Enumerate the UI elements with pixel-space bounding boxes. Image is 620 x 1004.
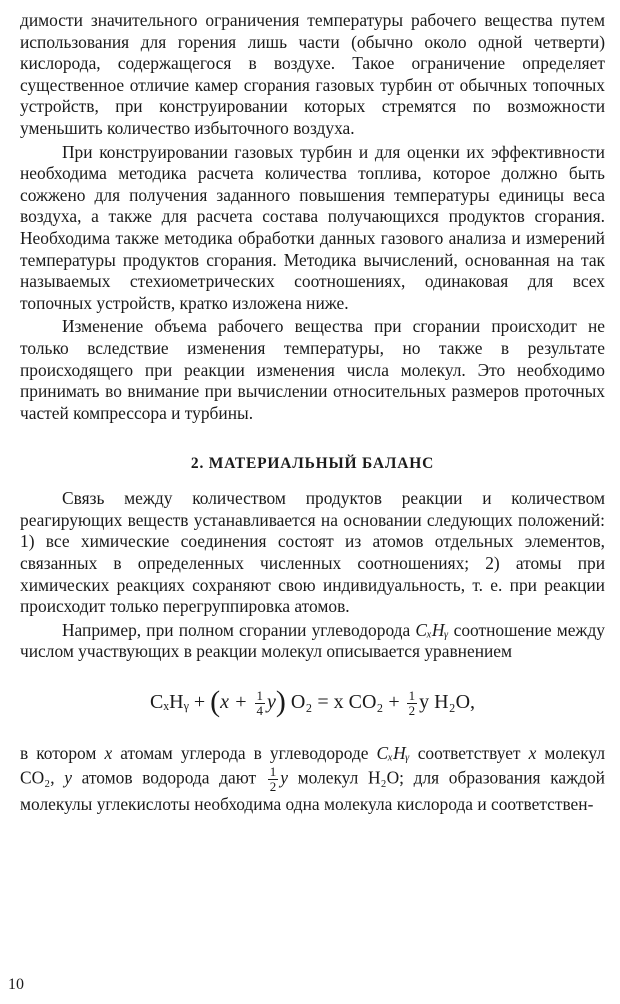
paragraph-6-b: атомам углерода в углеводороде — [120, 743, 369, 764]
formula-equals: = x CO₂ + — [312, 691, 405, 714]
symbol-y-2: y — [280, 767, 288, 788]
formula-rhs-end: y H₂O, — [419, 691, 476, 714]
symbol-x-1: x — [104, 743, 113, 764]
inline-half-num: 1 — [269, 763, 277, 779]
paragraph-4: Связь между количеством продуктов реакции и количеством реагирующих веществ устанавливается на основании следующих положений: 1) все химические соединения состоят из атомов отдельных элементов, связанных в определенных численных соотношениях; 2) атомы при химических реакциях сохраняют свою индивидуальность, т. е. при реакции происходит только перегруппировка атомов. — [20, 488, 605, 617]
fraction-quarter — [255, 689, 266, 718]
paragraph-5-start: Например, при полном сгорании углеводорода — [62, 619, 411, 640]
paragraph-6-f: молекул — [297, 767, 359, 788]
paragraph-5 — [20, 620, 605, 663]
hydrocarbon-symbol-2: CₓHᵧ — [376, 743, 410, 764]
paragraph-6-g: ; для образования каждой молекулы углекислоты необходима одна молекула кислорода и соответствен- — [20, 767, 605, 814]
fraction-quarter-num: 1 — [256, 687, 264, 703]
document-page — [20, 10, 605, 815]
formula-o2: O₂ — [290, 691, 313, 714]
symbol-y: y — [64, 767, 72, 788]
fraction-quarter-den: 4 — [256, 702, 264, 718]
symbol-x-2: x — [528, 743, 537, 764]
combustion-equation — [20, 685, 605, 719]
paragraph-3: Изменение объема рабочего вещества при сгорании происходит не только вследствие изменения температуры, но также в результате происходящего при реакции изменения числа молекул. Это необходимо принимать во внимание при вычислении относительных размеров проточных частей компрессора и турбины. — [20, 316, 605, 423]
paragraph-5-end: соотношение между числом участвующих в реакции молекул описывается уравнением — [20, 619, 605, 662]
paragraph-1: димости значительного ограничения температуры рабочего вещества путем использования для горения лишь части (обычно около одной четверти) кислорода, содержащегося в воздухе. Такое ограничение определяет существенное отличие камер сгорания газовых турбин от обычных топочных устройств, при конструировании которых стремятся по возможности уменьшить количество избыточного воздуха. — [20, 10, 605, 138]
right-paren: ) — [275, 685, 286, 719]
fraction-half-num: 1 — [408, 687, 416, 703]
formula-y: y — [267, 691, 276, 714]
h2o-symbol: H₂O — [367, 767, 400, 788]
paragraph-6-e: атомов водорода дают — [81, 767, 257, 788]
inline-half-den: 2 — [269, 778, 277, 794]
formula-x: x + — [220, 691, 253, 714]
paragraph-6-d: молекул — [544, 743, 606, 764]
section-heading: 2. МАТЕРИАЛЬНЫЙ БАЛАНС — [190, 455, 435, 473]
inline-fraction-half — [268, 765, 279, 794]
paragraph-6: в котором x атомам углерода в углеводороде CₓHᵧ соответствует x молекул CO₂, y атомов водорода дают $\frac{1}{2}$ y молекул H₂O; для образования каждой молекулы углекислоты необходима одна молекула кислорода и соответствен- — [20, 743, 606, 814]
paragraph-6-c: соответствует — [417, 743, 521, 764]
co2-symbol: CO₂ — [20, 767, 51, 788]
formula-lhs: CₓHᵧ + — [149, 691, 211, 714]
left-paren: ( — [210, 685, 221, 719]
hydrocarbon-symbol: CₓHᵧ — [415, 619, 449, 640]
fraction-half-den: 2 — [408, 702, 416, 718]
fraction-half — [407, 689, 418, 718]
paragraph-2: При конструировании газовых турбин и для оценки их эффективности необходима методика расчета количества топлива, которое должно быть сожжено для получения заданного повышения температуры единицы веса воздуха, а также для расчета состава получающихся продуктов сгорания. Необходима также методика обработки данных газового анализа и измерений температуры продуктов сгорания. Методика вычислений, основанная на так называемых стехиометрических соотношениях, одинаковая для всех топочных устройств, кратко изложена ниже. — [20, 141, 605, 313]
page-number: 10 — [8, 976, 24, 993]
paragraph-6-a: в котором — [20, 743, 97, 764]
